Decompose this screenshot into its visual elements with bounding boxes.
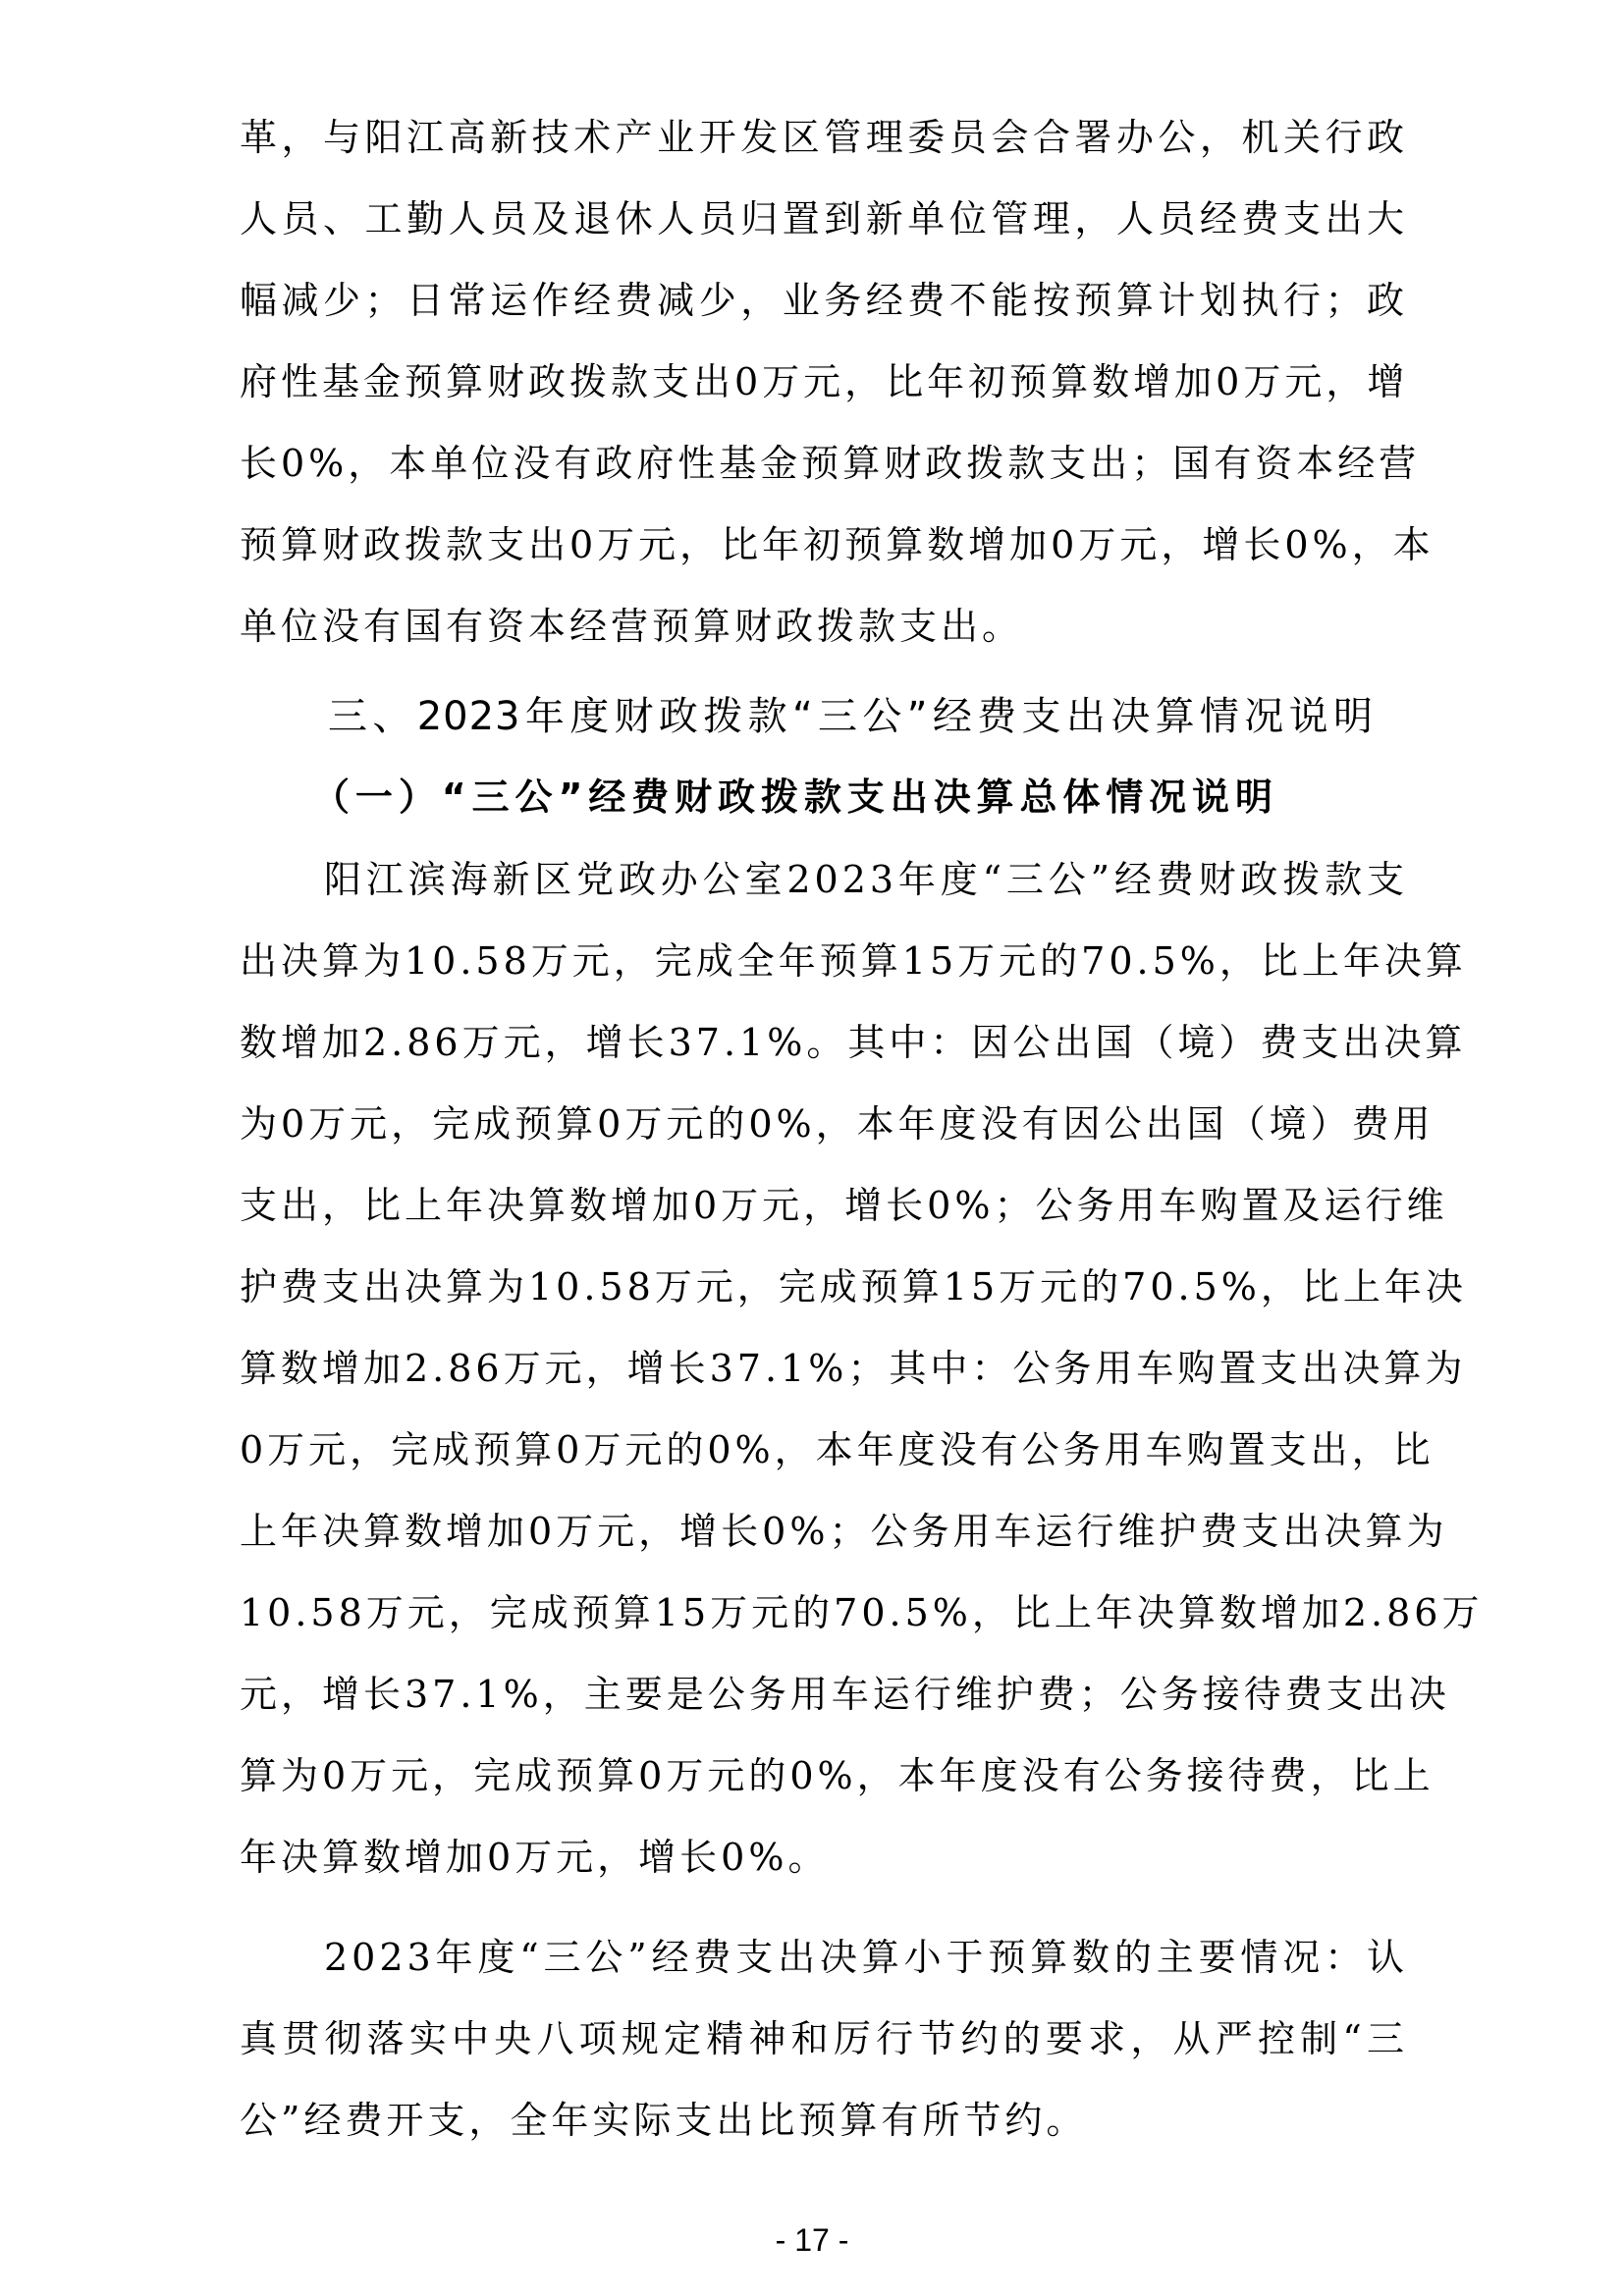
text-line: 革，与阳江高新技术产业开发区管理委员会合署办公，机关行政 (240, 116, 1408, 159)
text-line: 算为0万元，完成预算0万元的0%，本年度没有公务接待费，比上 (240, 1754, 1435, 1797)
text-line: 0万元，完成预算0万元的0%，本年度没有公务用车购置支出，比 (240, 1428, 1435, 1471)
text-line: 幅减少；日常运作经费减少，业务经费不能按预算计划执行；政 (240, 279, 1408, 322)
text-line: 府性基金预算财政拨款支出0万元，比年初预算数增加0万元，增 (240, 360, 1409, 403)
text-line: 长0%，本单位没有政府性基金预算财政拨款支出；国有资本经营 (240, 442, 1421, 485)
text-line: 出决算为10.58万元，完成全年预算15万元的70.5%，比上年决算 (240, 939, 1467, 983)
text-line: 为0万元，完成预算0万元的0%，本年度没有因公出国（境）费用 (240, 1102, 1435, 1146)
text-line: 支出，比上年决算数增加0万元，增长0%；公务用车购置及运行维 (240, 1184, 1448, 1227)
text-line: 单位没有国有资本经营预算财政拨款支出。 (240, 605, 1024, 648)
section-heading: 三、2023年度财政拨款“三公”经费支出决算情况说明 (328, 694, 1374, 739)
page-number: - 17 - (775, 2222, 849, 2258)
text-line: 阳江滨海新区党政办公室2023年度“三公”经费财政拨款支 (324, 858, 1408, 901)
text-line: 上年决算数增加0万元，增长0%；公务用车运行维护费支出决算为 (240, 1510, 1448, 1553)
text-line: 真贯彻落实中央八项规定精神和厉行节约的要求，从严控制“三 (240, 2017, 1408, 2060)
text-line: 算数增加2.86万元，增长37.1%；其中：公务用车购置支出决算为 (240, 1347, 1467, 1390)
text-line: 2023年度“三公”经费支出决算小于预算数的主要情况：认 (324, 1936, 1408, 1979)
subsection-heading: （一）“三公”经费财政拨款支出决算总体情况说明 (312, 775, 1274, 819)
text-line: 公”经费开支，全年实际支出比预算有所节约。 (240, 2099, 1088, 2142)
text-line: 人员、工勤人员及退休人员归置到新单位管理，人员经费支出大 (240, 197, 1408, 240)
text-line: 10.58万元，完成预算15万元的70.5%，比上年决算数增加2.86万 (240, 1591, 1484, 1634)
text-line: 元，增长37.1%，主要是公务用车运行维护费；公务接待费支出决 (240, 1673, 1450, 1716)
text-line: 预算财政拨款支出0万元，比年初预算数增加0万元，增长0%，本 (240, 523, 1435, 566)
text-line: 年决算数增加0万元，增长0%。 (240, 1836, 830, 1879)
text-line: 护费支出决算为10.58万元，完成预算15万元的70.5%，比上年决 (240, 1265, 1467, 1308)
text-line: 数增加2.86万元，增长37.1%。其中：因公出国（境）费支出决算 (240, 1021, 1467, 1064)
